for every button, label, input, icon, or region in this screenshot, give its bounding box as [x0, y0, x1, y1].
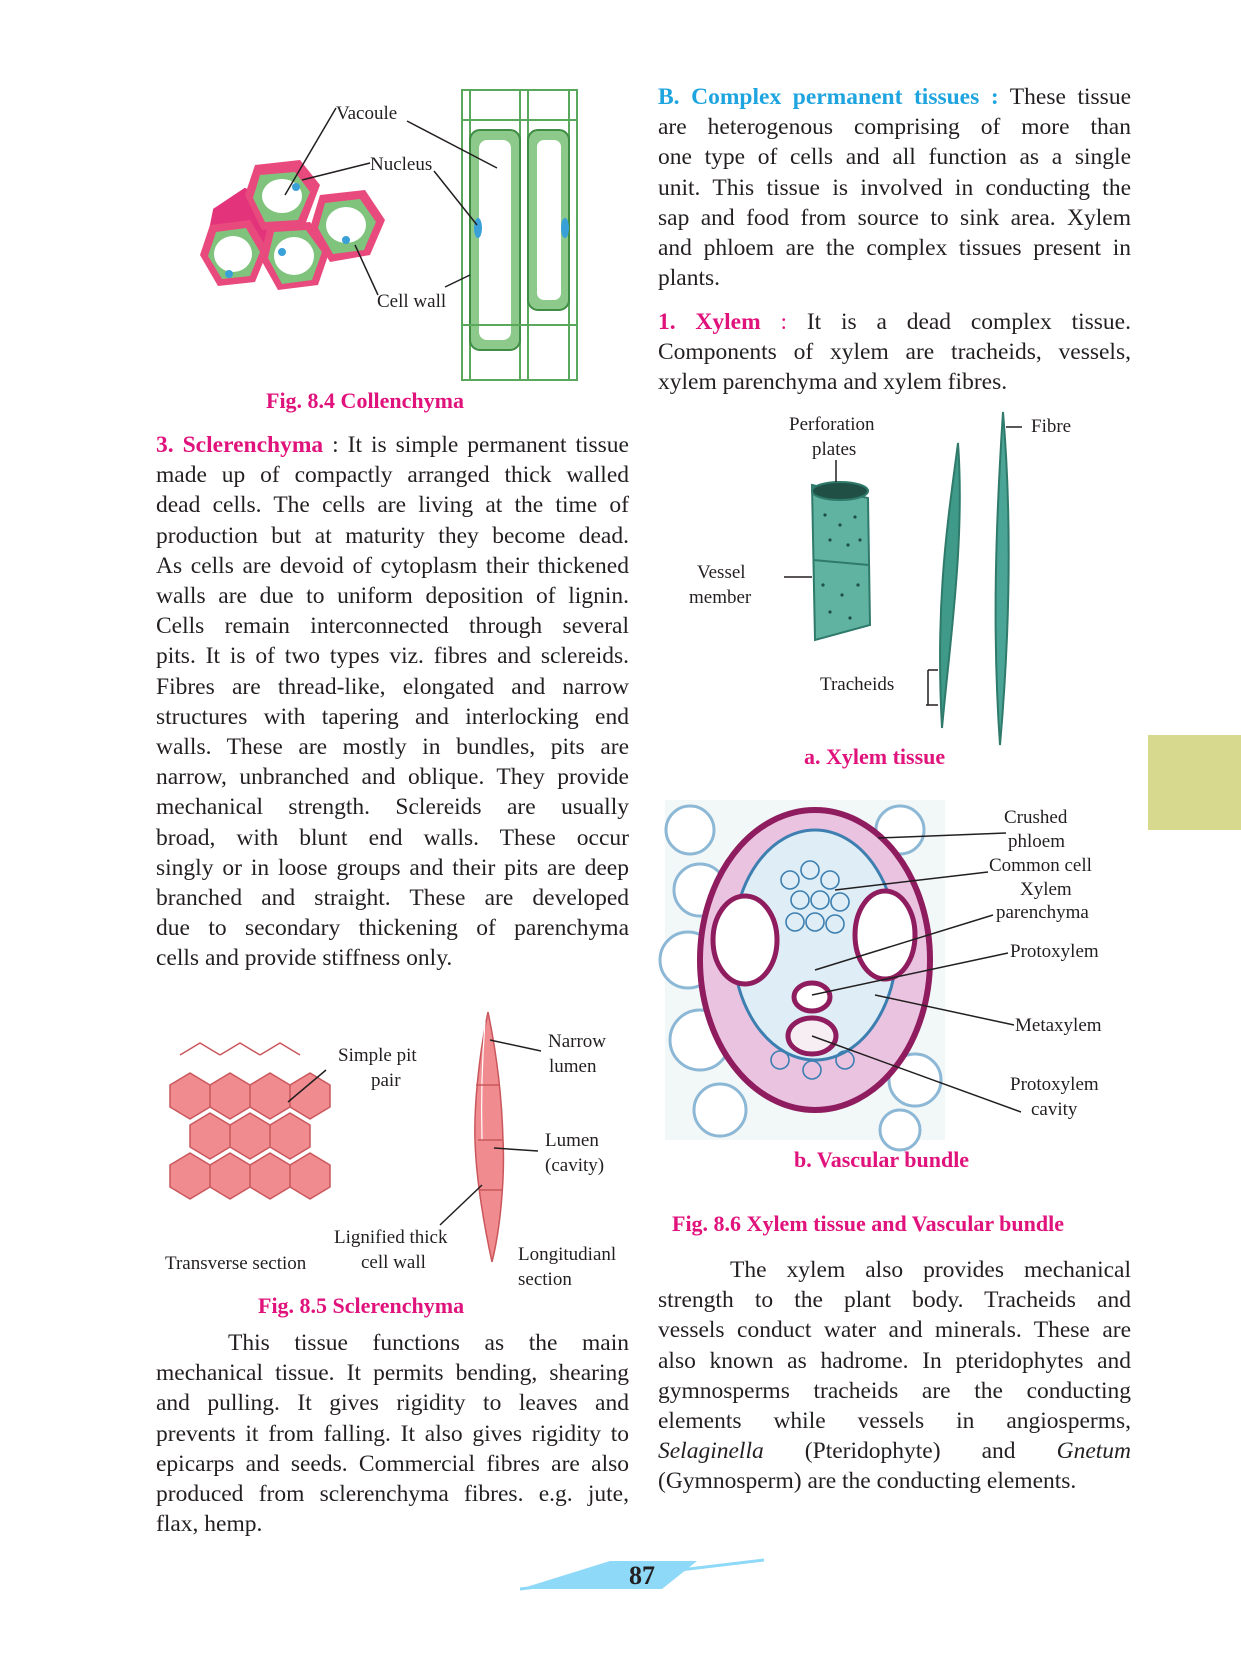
fibre-shape	[996, 412, 1009, 745]
vessel-member	[812, 482, 870, 640]
sclerenchyma-transverse	[170, 1043, 330, 1199]
complex-tissues-paragraph: B. Complex permanent tissues : These tissue are heterogenous comprising of more than one type of cells and all function as a single unit. This tissue is involved in conducting the sap and food from source to sink area. Xylem and phloem are the complex tissues present in plants.	[658, 84, 1131, 292]
label-vacuole: Vacoule	[336, 103, 398, 124]
label-crushed-phloem: phloem	[1008, 831, 1065, 852]
label-lignified-cell-wall: cell wall	[361, 1252, 426, 1273]
label-lumen-narrow: lumen	[549, 1056, 597, 1077]
label-metaxylem: Metaxylem	[1015, 1015, 1102, 1036]
sclerenchyma-paragraph: 3. Sclerenchyma : It is simple permanent tissue made up of compactly arranged thick walled dead cells. The cells are living at the time of production but at maturity they become dead. As cells are devoid of cytoplasm their thickened walls are due to uniform deposition of lignin. Cells remain interconnected through several pits. It is of two types viz. fibres and sclereids. Fibres are thread-like, elongated and narrow structures with tapering and interlocking end walls. These are mostly in bundles, pits are narrow, unbranched and oblique. They provide mechanical strength. Sclereids are usually broad, with blunt end walls. These occur singly or in loose groups and their pits are deep branched and straight. These are developed due to secondary thickening of parenchyma cells and provide stiffness only.	[156, 432, 629, 972]
collenchyma-transverse	[200, 160, 385, 290]
fig84-caption: Fig. 8.4 Collenchyma	[266, 388, 464, 413]
label-lignified: Lignified thick	[334, 1227, 448, 1248]
label-simple-pit: Simple pit	[338, 1045, 417, 1066]
label-protoxylem-cavity: cavity	[1031, 1099, 1078, 1120]
sclerenchyma-longitudinal	[475, 1012, 504, 1262]
fig86b-caption: b. Vascular bundle	[794, 1147, 970, 1172]
label-longitudinal: Longitudianl	[518, 1244, 617, 1265]
label-vessel: Vessel	[697, 562, 746, 583]
label-protoxylem-2: Protoxylem	[1010, 1074, 1099, 1095]
function-paragraph: This tissue functions as the main mechanical tissue. It permits bending, shearing and pulling. It gives rigidity to leaves and prevents it from falling. It also gives rigidity to epicarps and seeds. Commercial fibres are also produced from sclerenchyma fibres. e.g. jute, flax, hemp.	[156, 1330, 629, 1538]
label-crushed: Crushed	[1004, 807, 1068, 828]
label-longitudinal-section: section	[518, 1269, 572, 1290]
label-vessel-member: member	[689, 587, 752, 608]
xylem-paragraph: 1. Xylem : It is a dead complex tissue. Components of xylem are tracheids, vessels, xylem parenchyma and xylem fibres.	[658, 309, 1131, 396]
page-number-bar	[0, 0, 1, 1]
tracheid-shape	[940, 443, 960, 728]
label-xylem-parenchyma: parenchyma	[996, 902, 1089, 923]
label-simple-pit-pair: pair	[371, 1070, 401, 1091]
fig86-caption: Fig. 8.6 Xylem tissue and Vascular bundle	[672, 1211, 1065, 1236]
label-cavity: (cavity)	[545, 1155, 605, 1176]
label-fibre: Fibre	[1031, 416, 1072, 437]
collenchyma-longitudinal	[462, 90, 577, 380]
label-protoxylem: Protoxylem	[1010, 941, 1099, 962]
label-lumen: Lumen	[545, 1130, 599, 1151]
chapter-side-tab	[1148, 735, 1241, 830]
fig85-caption: Fig. 8.5 Sclerenchyma	[258, 1293, 465, 1318]
label-perforation-plates: plates	[812, 439, 857, 460]
fig86a-caption: a. Xylem tissue	[804, 744, 946, 769]
xylem-mechanical-paragraph: The xylem also provides mechanical strength to the plant body. Tracheids and vessels conduct water and minerals. These are also known as hadrome. In pteridophytes and gymnosperms tracheids are the conducting elements while vessels in angiosperms, Selaginella (Pteridophyte) and Gnetum (Gymnosperm) are the conducting elements.	[658, 1257, 1132, 1495]
label-perforation: Perforation	[789, 414, 875, 435]
label-tracheids: Tracheids	[820, 674, 895, 695]
page-number: 87	[629, 1561, 655, 1590]
sclerenchyma-heading: 3. Sclerenchyma	[156, 432, 324, 458]
label-common-cell: Common cell	[989, 855, 1092, 876]
label-narrow: Narrow	[548, 1031, 607, 1052]
label-cell-wall: Cell wall	[377, 291, 447, 312]
label-xylem: Xylem	[1020, 879, 1072, 900]
xylem-heading: 1. Xylem	[658, 309, 761, 335]
label-transverse-section: Transverse section	[165, 1253, 307, 1274]
complex-tissues-heading: B. Complex permanent tissues :	[658, 84, 999, 110]
label-nucleus: Nucleus	[370, 154, 433, 175]
